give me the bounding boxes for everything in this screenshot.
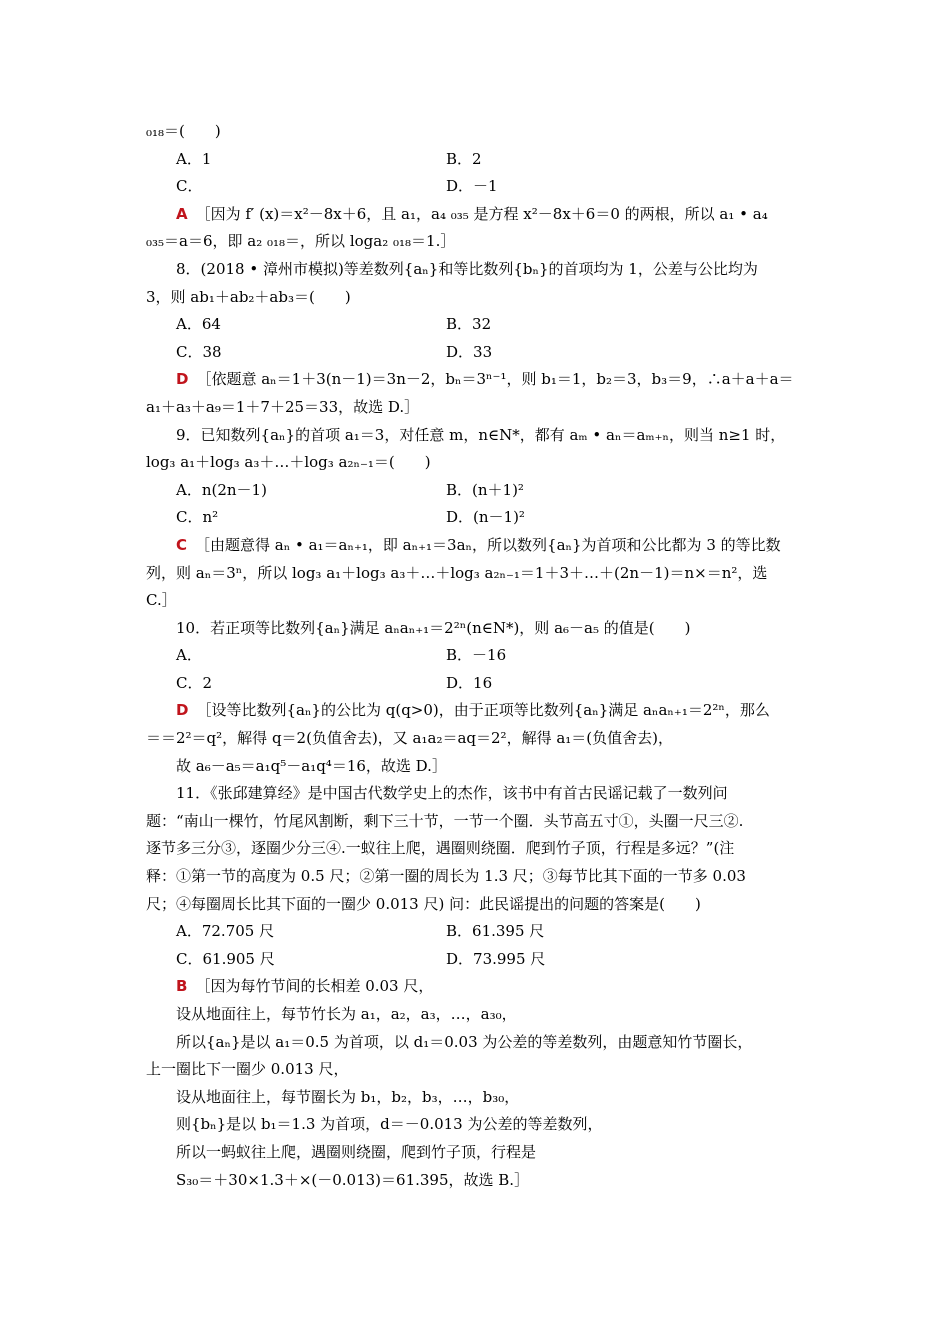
q9-solution-line (146, 532, 818, 560)
q11-option-a: A．72.705 尺 (176, 922, 275, 941)
q10-option-a: A． (176, 646, 202, 665)
q7-solution-line (146, 201, 818, 229)
q9-solution-line: C.］ (146, 591, 177, 610)
q11-solution-line: 所以一蚂蚁往上爬，遇圈则绕圈，爬到竹子顶，行程是 (176, 1142, 537, 1161)
q8-solution-line: a₁＋a₃＋a₉＝1＋7＋25＝33，故选 D.］ (146, 397, 420, 416)
q7-option-a: A．1 (176, 149, 212, 168)
q8-option-b: B．32 (446, 315, 492, 334)
q11-stem: 逐节多三分③，逐圈少分三④.一蚁往上爬，遇圈则绕圈．爬到竹子顶，行程是多远？”(注 (146, 839, 735, 858)
q10-option-b: B．－16 (446, 646, 507, 665)
q10-solution-text: ［设等比数列{aₙ}的公比为 q(q>0)，由于正项等比数列{aₙ}满足 aₙaₙ₊₁＝2²ⁿ，那么 (196, 701, 770, 720)
q11-solution-line: 所以{aₙ}是以 a₁＝0.5 为首项，以 d₁＝0.03 为公差的等差数列，由题意知竹节圈长， (176, 1032, 753, 1051)
q7-options-ab (146, 146, 818, 174)
q9-options-cd (146, 504, 818, 532)
q11-solution-line: 设从地面往上，每节圈长为 b₁，b₂，b₃，…，b₃₀， (176, 1087, 520, 1106)
q11-option-c: C．61.905 尺 (176, 949, 275, 968)
q10-option-d: D．16 (446, 673, 493, 692)
q9-solution-line: 列，则 aₙ＝3ⁿ，所以 log₃ a₁＋log₃ a₃＋…＋log₃ a₂ₙ₋₁＝1＋3＋…＋(2n－1)＝n×＝n²，选 (146, 563, 768, 582)
q8-option-c: C．38 (176, 342, 222, 361)
q9-answer: C (176, 535, 188, 554)
q11-solution-text: ［因为每竹节间的长相差 0.03 尺， (195, 977, 434, 996)
q7-option-c: C． (176, 177, 203, 196)
q9-option-a: A．n(2n－1) (176, 480, 267, 499)
q10-options-cd (146, 670, 818, 698)
q8-option-a: A．64 (176, 315, 221, 334)
q11-solution-line: 上一圈比下一圈少 0.013 尺， (146, 1060, 349, 1079)
q7-solution-text: ［因为 f′ (x)＝x²－8x＋6，且 a₁，a₄ ₀₃₅ 是方程 x²－8x＋6＝0 的两根，所以 a₁ • a₄ (195, 204, 768, 223)
q11-answer: B (176, 977, 188, 996)
q10-solution-line: ＝＝2²＝q²，解得 q＝2(负值舍去)，又 a₁a₂＝aq＝2²，解得 a₁＝(负值舍去)， (146, 729, 674, 748)
q11-options-ab (146, 918, 818, 946)
q10-solution-line: 故 a₆－a₅＝a₁q⁵－a₁q⁴＝16，故选 D.］ (176, 756, 447, 775)
q8-option-d: D．33 (446, 342, 493, 361)
q11-stem: 11．《张邱建算经》是中国古代数学史上的杰作，该书中有首古民谣记载了一数列问 (176, 784, 728, 803)
q9-stem: 9．已知数列{aₙ}的首项 a₁＝3，对任意 m，n∈N*，都有 aₘ • aₙ＝aₘ₊ₙ，则当 n≥1 时， (176, 425, 786, 444)
q8-options-cd (146, 339, 818, 367)
q11-stem: 释：①第一节的高度为 0.5 尺；②第一圈的周长为 1.3 尺；③每节比其下面的一节多 0.03 (146, 867, 746, 886)
q10-options-ab (146, 642, 818, 670)
q11-options-cd (146, 946, 818, 974)
q10-solution-line (146, 697, 818, 725)
q11-solution-line: S₃₀＝＋30×1.3＋×(－0.013)＝61.395，故选 B.］ (176, 1170, 530, 1189)
q7-option-d: D．－1 (446, 177, 498, 196)
q10-stem: 10．若正项等比数列{aₙ}满足 aₙaₙ₊₁＝2²ⁿ(n∈N*)，则 a₆－a₅ 的值是( ) (176, 618, 691, 637)
q8-options-ab (146, 311, 818, 339)
q11-stem: 尺；④每圈周长比其下面的一圈少 0.013 尺) 问：此民谣提出的问题的答案是( ) (146, 894, 701, 913)
q7-option-b: B．2 (446, 149, 482, 168)
q7-options-cd (146, 173, 818, 201)
q7-stem-continuation: ₀₁₈＝( ) (146, 122, 221, 140)
q11-option-d: D．73.995 尺 (446, 949, 546, 968)
q9-option-d: D．(n－1)² (446, 508, 525, 527)
q9-solution-text: ［由题意得 aₙ • a₁＝aₙ₊₁，即 aₙ₊₁＝3aₙ，所以数列{aₙ}为首项和公比都为 3 的等比数 (195, 535, 781, 554)
q10-option-c: C．2 (176, 673, 213, 692)
q11-solution-line (146, 973, 818, 1001)
document-body (146, 118, 818, 1194)
q11-solution-line: 设从地面往上，每节竹长为 a₁，a₂，a₃，…，a₃₀， (176, 1005, 517, 1023)
q7-answer: A (176, 204, 188, 223)
q11-option-b: B．61.395 尺 (446, 922, 545, 941)
q7-solution-line: ₀₃₅＝a＝6，即 a₂ ₀₁₈＝，所以 loga₂ ₀₁₈＝1.］ (146, 232, 456, 251)
q8-answer: D (176, 370, 189, 389)
q10-answer: D (176, 701, 189, 720)
q8-stem: 3，则 ab₁＋ab₂＋ab₃＝( ) (146, 287, 351, 306)
q11-stem: 题：“南山一棵竹，竹尾风割断，剩下三十节，一节一个圈．头节高五寸①，头圈一尺三②. (146, 811, 744, 830)
q9-options-ab (146, 477, 818, 505)
q9-option-b: B．(n＋1)² (446, 480, 524, 499)
q9-option-c: C．n² (176, 508, 219, 527)
q9-stem: log₃ a₁＋log₃ a₃＋…＋log₃ a₂ₙ₋₁＝( ) (146, 453, 431, 472)
q11-solution-line: 则{bₙ}是以 b₁＝1.3 为首项，d＝－0.013 为公差的等差数列， (176, 1115, 603, 1134)
q8-stem: 8．(2018 • 漳州市模拟)等差数列{aₙ}和等比数列{bₙ}的首项均为 1，公差与公比均为 (176, 259, 758, 278)
q8-solution-text: ［依题意 aₙ＝1＋3(n－1)＝3n－2，bₙ＝3ⁿ⁻¹，则 b₁＝1，b₂＝3，b₃＝9，∴a＋a＋a＝ (196, 370, 794, 389)
q8-solution-line (146, 366, 818, 394)
